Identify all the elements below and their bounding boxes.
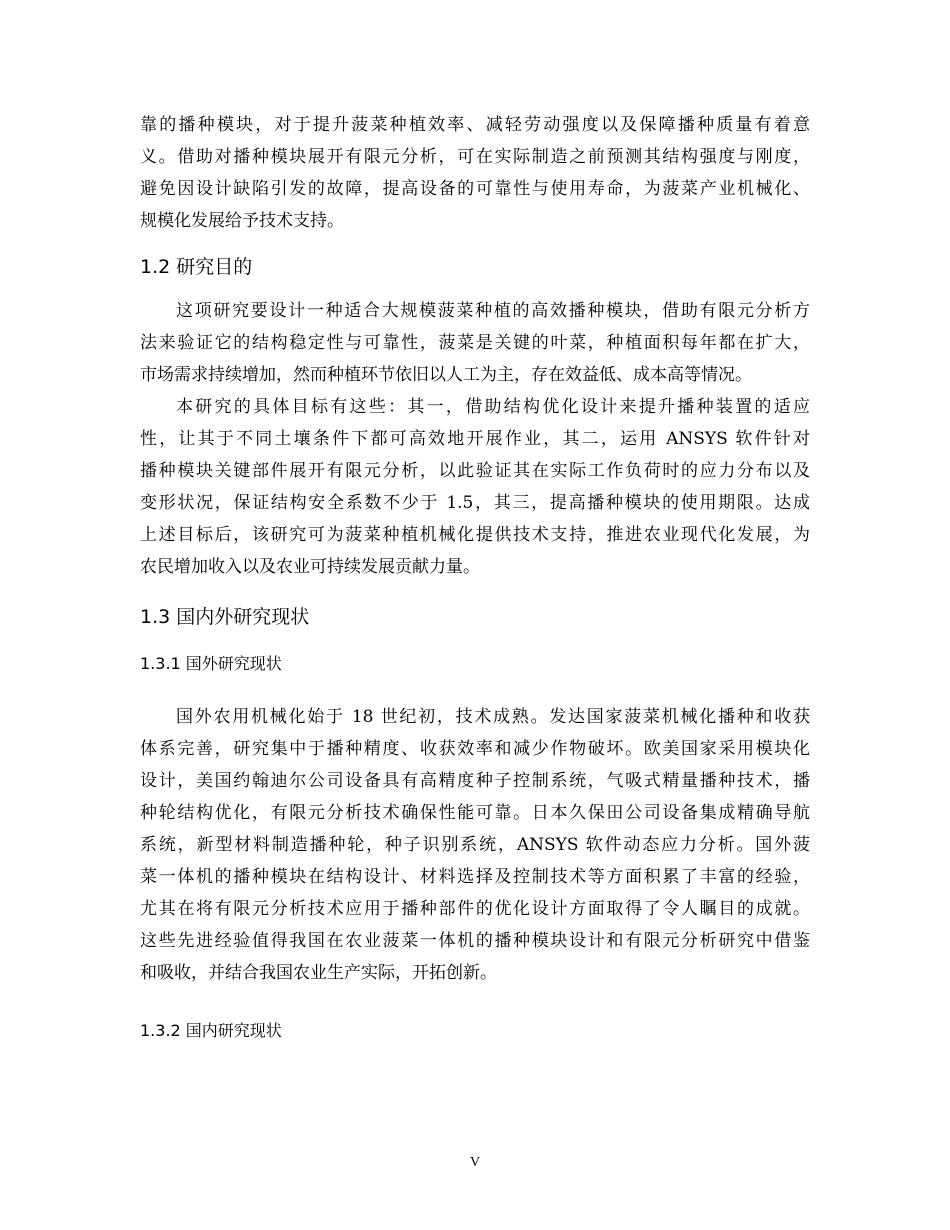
text-line: 上述目标后，该研究可为菠菜种植机械化提供技术支持，推进农业现代化发展，为 (140, 525, 810, 545)
page-number: V (469, 1155, 481, 1170)
text-line: 尤其在将有限元分析技术应用于播种部件的优化设计方面取得了令人瞩目的成就。 (140, 899, 810, 919)
text-line: 市场需求持续增加，然而种植环节依旧以人工为主，存在效益低、成本高等情况。 (140, 365, 752, 385)
text-line: 变形状况，保证结构安全系数不少于 1.5，其三，提高播种模块的使用期限。达成 (140, 493, 810, 513)
text-line: 设计，美国约翰迪尔公司设备具有高精度种子控制系统，气吸式精量播种技术，播 (140, 771, 810, 791)
text-line: 农民增加收入以及农业可持续发展贡献力量。 (140, 557, 480, 577)
text-line: 播种模块关键部件展开有限元分析，以此验证其在实际工作负荷时的应力分布以及 (140, 461, 810, 481)
text-line: 这些先进经验值得我国在农业菠菜一体机的播种模块设计和有限元分析研究中借鉴 (140, 931, 810, 951)
text-line: 性，让其于不同土壤条件下都可高效地开展作业，其二，运用 ANSYS 软件针对 (140, 429, 810, 449)
text-line: 系统，新型材料制造播种轮，种子识别系统，ANSYS 软件动态应力分析。国外菠 (140, 835, 810, 855)
heading-1-2: 1.2 研究目的 (140, 256, 253, 278)
text-line: 本研究的具体目标有这些：其一，借助结构优化设计来提升播种装置的适应 (176, 397, 810, 417)
text-line: 规模化发展给予技术支持。 (140, 211, 344, 231)
text-line: 义。借助对播种模块展开有限元分析，可在实际制造之前预测其结构强度与刚度， (140, 147, 810, 167)
text-line: 避免因设计缺陷引发的故障，提高设备的可靠性与使用寿命，为菠菜产业机械化、 (140, 179, 810, 199)
text-line: 靠的播种模块，对于提升菠菜种植效率、减轻劳动强度以及保障播种质量有着意 (140, 115, 810, 135)
text-line: 体系完善，研究集中于播种精度、收获效率和减少作物破坏。欧美国家采用模块化 (140, 739, 810, 759)
text-line: 法来验证它的结构稳定性与可靠性，菠菜是关键的叶菜，种植面积每年都在扩大， (140, 333, 810, 353)
text-line: 这项研究要设计一种适合大规模菠菜种植的高效播种模块，借助有限元分析方 (176, 301, 810, 321)
text-line: 和吸收，并结合我国农业生产实际，开拓创新。 (140, 963, 497, 983)
text-line: 国外农用机械化始于 18 世纪初，技术成熟。发达国家菠菜机械化播种和收获 (176, 707, 810, 727)
heading-1-3-1: 1.3.1 国外研究现状 (140, 654, 282, 673)
heading-1-3-2: 1.3.2 国内研究现状 (140, 1021, 282, 1040)
text-line: 菜一体机的播种模块在结构设计、材料选择及控制技术等方面积累了丰富的经验， (140, 867, 810, 887)
text-line: 种轮结构优化，有限元分析技术确保性能可靠。日本久保田公司设备集成精确导航 (140, 803, 810, 823)
heading-1-3: 1.3 国内外研究现状 (140, 606, 310, 628)
